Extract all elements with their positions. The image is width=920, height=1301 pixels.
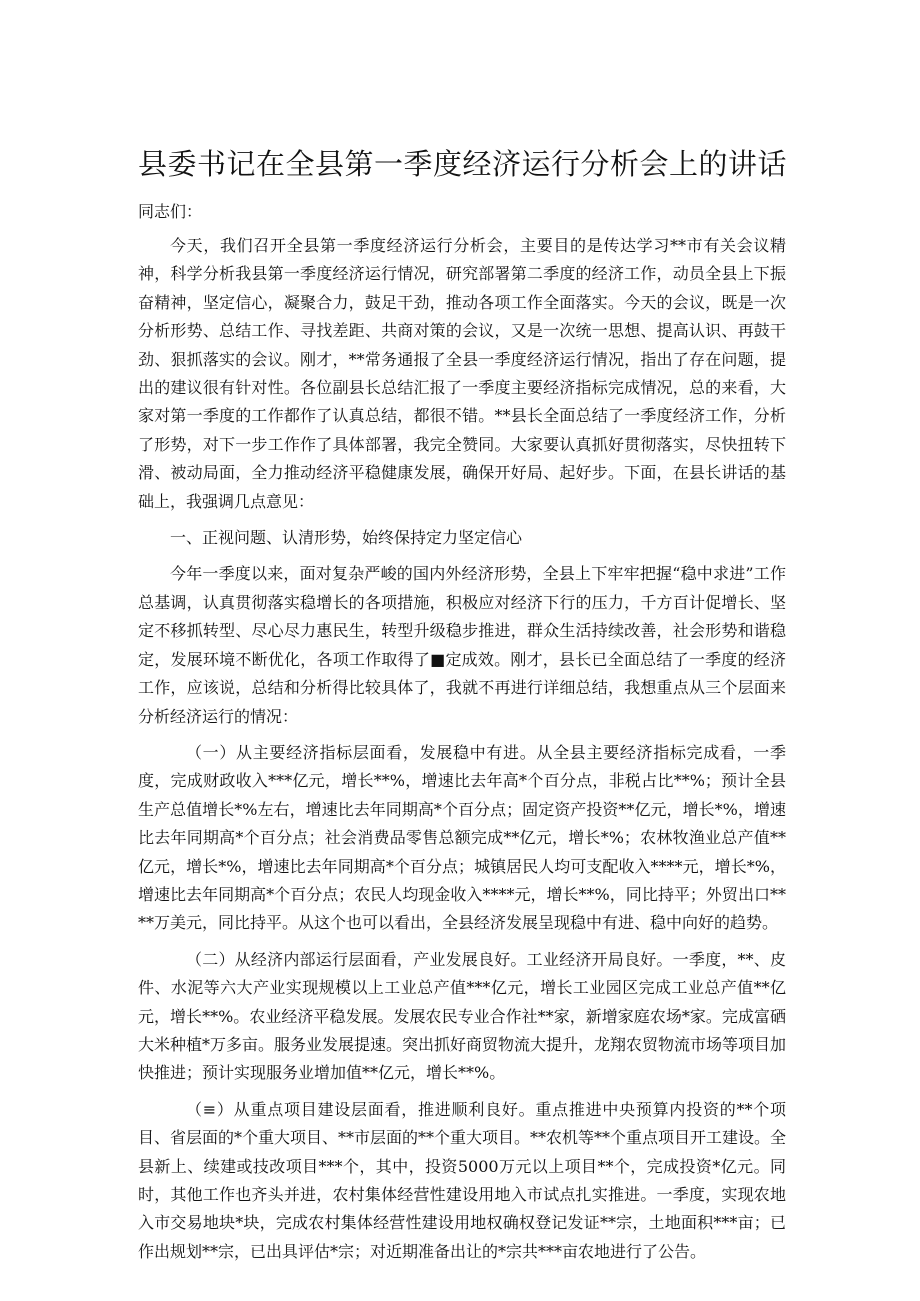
document-page	[138, 144, 786, 1274]
paragraph-projects: （≡）从重点项目建设层面看，推进顺利良好。重点推进中央预算内投资的**个项目、省层面的*个重大项目、**市层面的**个重大项目。**农机等**个重点项目开工建设。全县新上、续建或技改项目***个，其中，投资5000万元以上项目**个，完成投资*亿元。同时，其他工作也齐头并进，农村集体经营性建设用地入市试点扎实推进。一季度，实现农地入市交易地块*块，完成农村集体经营性建设用地权确权登记发证**宗，土地面积***亩；已作出规划**宗，已出具评估*宗；对近期准备出让的*宗共***亩农地进行了公告。	[138, 1099, 787, 1261]
section-heading-1: 一、正视问题、认清形势，始终保持定力坚定信心	[170, 528, 523, 548]
paragraph-intro: 今天，我们召开全县第一季度经济运行分析会，主要目的是传达学习**市有关会议精神，科学分析我县第一季度经济运行情况，研究部署第二季度的经济工作，动员全县上下振奋精神，坚定信心，凝聚合力，鼓足干劲，推动各项工作全面落实。今天的会议，既是一次分析形势、总结工作、寻找差距、共商对策的会议，又是一次统一思想、提高认识、再鼓干劲、狠抓落实的会议。刚才，**常务通报了全县一季度经济运行情况，指出了存在问题，提出的建议很有针对性。各位副县长总结汇报了一季度主要经济指标完成情况，总的来看，大家对第一季度的工作都作了认真总结，都很不错。**县长全面总结了一季度经济工作，分析了形势，对下一步工作作了具体部署，我完全赞同。大家要认真抓好贯彻落实，尽快扭转下滑、被动局面，全力推动经济平稳健康发展，确保开好局、起好步。下面，在县长讲话的基础上，我强调几点意见：	[138, 236, 786, 511]
paragraph-situation: 今年一季度以来，面对复杂严峻的国内外经济形势，全县上下牢牢把握“稳中求进”工作总基调，认真贯彻落实稳增长的各项措施，积极应对经济下行的压力，千方百计促增长、坚定不移抓转型、尽心尽力惠民生，转型升级稳步推进，群众生活持续改善，社会形势和谐稳定，发展环境不断优化，各项工作取得了■定成效。刚才，县长已全面总结了一季度的经济工作，应该说，总结和分析得比较具体了，我就不再进行详细总结，我想重点从三个层面来分析经济运行的情况：	[138, 564, 786, 726]
paragraph-indicators: （一）从主要经济指标层面看，发展稳中有进。从全县主要经济指标完成看，一季度，完成财政收入***亿元，增长**%，增速比去年高*个百分点，非税占比**%；预计全县生产总值增长*%左右，增速比去年同期高*个百分点；固定资产投资**亿元，增长*%，增速比去年同期高*个百分点；社会消费品零售总额完成**亿元，增长*%；农林牧渔业总产值**亿元，增长*%，增速比去年同期高*个百分点；城镇居民人均可支配收入****元，增长*%，增速比去年同期高*个百分点；农民人均现金收入****元，增长**%，同比持平；外贸出口****万美元，同比持平。从这个也可以看出，全县经济发展呈现稳中有进、稳中向好的趋势。	[138, 742, 786, 933]
document-title: 县委书记在全县第一季度经济运行分析会上的讲话	[138, 147, 788, 181]
paragraph-industry: （二）从经济内部运行层面看，产业发展良好。工业经济开局良好。一季度，**、皮件、水泥等六大产业实现规模以上工业总产值***亿元，增长工业园区完成工业总产值**亿元，增长**%。农业经济平稳发展。发展农民专业合作社**家，新增家庭农场*家。完成富硒大米种植*万多亩。服务业发展提速。突出抓好商贸物流大提升，龙翔农贸物流市场等项目加快推进；预计实现服务业增加值**亿元，增长**%。	[138, 949, 787, 1083]
salutation: 同志们：	[138, 202, 203, 221]
